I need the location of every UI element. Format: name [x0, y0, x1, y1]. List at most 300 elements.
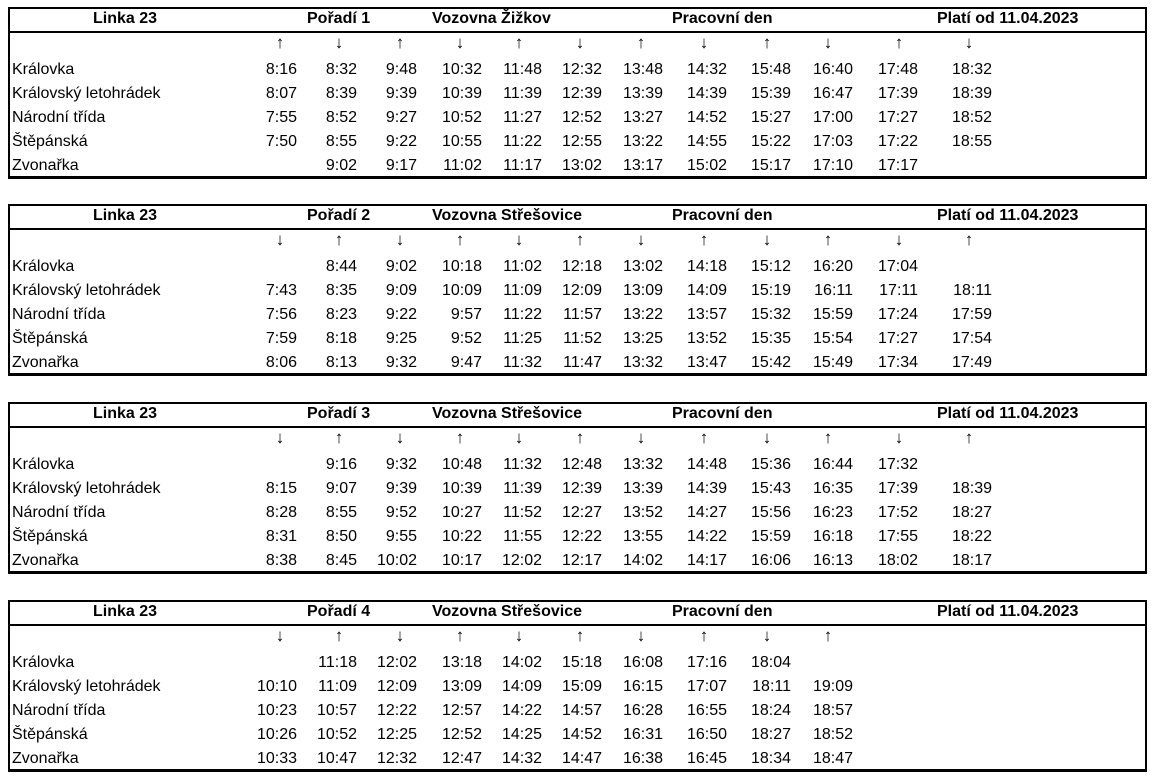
run-order: Pořadí 4 — [307, 603, 371, 620]
stop-name: Královka — [12, 61, 75, 78]
departure-time: 15:27 — [750, 109, 791, 126]
departure-time: 12:17 — [561, 552, 602, 569]
departure-time: 11:57 — [563, 306, 602, 323]
direction-up-arrow-icon: ↑ — [823, 428, 833, 447]
departure-time: 9:02 — [325, 157, 357, 174]
direction-down-arrow-icon: ↓ — [514, 428, 524, 447]
direction-down-arrow-icon: ↓ — [275, 626, 285, 645]
stop-name: Štěpánská — [12, 528, 88, 545]
departure-time: 17:00 — [812, 109, 853, 126]
direction-up-arrow-icon: ↑ — [275, 33, 285, 52]
departure-time: 15:59 — [750, 528, 791, 545]
departure-time: 8:28 — [265, 504, 297, 521]
departure-time: 17:39 — [877, 85, 918, 102]
line-number: Linka 23 — [93, 207, 158, 224]
direction-down-arrow-icon: ↓ — [762, 428, 772, 447]
direction-up-arrow-icon: ↑ — [894, 33, 904, 52]
departure-time: 13:09 — [622, 282, 663, 299]
departure-time: 7:43 — [265, 282, 297, 299]
departure-time: 15:56 — [750, 504, 791, 521]
line-number: Linka 23 — [93, 603, 158, 620]
departure-time: 17:49 — [951, 354, 992, 371]
departure-time: 12:02 — [376, 654, 417, 671]
departure-time: 17:11 — [879, 282, 918, 299]
departure-time: 16:23 — [812, 504, 853, 521]
departure-time: 16:28 — [622, 702, 663, 719]
departure-time: 10:52 — [316, 726, 357, 743]
departure-time: 9:16 — [325, 456, 357, 473]
departure-time: 9:48 — [385, 61, 417, 78]
departure-time: 17:24 — [877, 306, 918, 323]
departure-time: 14:09 — [686, 282, 727, 299]
stop-name: Zvonařka — [12, 157, 79, 174]
departure-time: 11:52 — [563, 330, 602, 347]
departure-time: 7:55 — [265, 109, 297, 126]
departure-time: 9:39 — [385, 480, 417, 497]
direction-down-arrow-icon: ↓ — [636, 626, 646, 645]
valid-from: Platí od 11.04.2023 — [937, 10, 1079, 27]
departure-time: 15:36 — [750, 456, 791, 473]
departure-time: 13:39 — [622, 85, 663, 102]
departure-time: 13:57 — [686, 306, 727, 323]
stop-name: Národní třída — [12, 306, 106, 323]
departure-time: 18:57 — [812, 702, 853, 719]
timetable-block-2 — [8, 204, 1147, 376]
departure-time: 17:17 — [877, 157, 918, 174]
departure-time: 12:52 — [441, 726, 482, 743]
stop-name: Štěpánská — [12, 726, 88, 743]
departure-time: 17:59 — [951, 306, 992, 323]
line-number: Linka 23 — [93, 405, 158, 422]
block-header — [10, 206, 1145, 230]
departure-time: 10:23 — [256, 702, 297, 719]
depot-name: Vozovna Střešovice — [432, 207, 582, 224]
departure-time: 11:18 — [318, 654, 357, 671]
departure-time: 18:02 — [877, 552, 918, 569]
departure-time: 8:55 — [325, 504, 357, 521]
departure-time: 11:52 — [503, 504, 542, 521]
departure-time: 9:02 — [385, 258, 417, 275]
departure-time: 13:02 — [622, 258, 663, 275]
departure-time: 8:18 — [325, 330, 357, 347]
direction-down-arrow-icon: ↓ — [455, 33, 465, 52]
departure-time: 15:12 — [750, 258, 791, 275]
direction-down-arrow-icon: ↓ — [575, 33, 585, 52]
departure-time: 15:32 — [750, 306, 791, 323]
departure-time: 18:11 — [752, 678, 791, 695]
departure-time: 13:32 — [622, 354, 663, 371]
departure-time: 11:17 — [503, 157, 542, 174]
departure-time: 10:09 — [441, 282, 482, 299]
departure-time: 18:39 — [951, 85, 992, 102]
departure-time: 13:22 — [622, 306, 663, 323]
departure-time: 14:25 — [501, 726, 542, 743]
direction-up-arrow-icon: ↑ — [455, 626, 465, 645]
departure-time: 10:32 — [441, 61, 482, 78]
departure-time: 16:55 — [686, 702, 727, 719]
direction-up-arrow-icon: ↑ — [455, 428, 465, 447]
departure-time: 14:39 — [686, 85, 727, 102]
direction-down-arrow-icon: ↓ — [636, 230, 646, 249]
departure-time: 18:39 — [951, 480, 992, 497]
direction-down-arrow-icon: ↓ — [514, 626, 524, 645]
departure-time: 14:52 — [686, 109, 727, 126]
direction-up-arrow-icon: ↑ — [575, 428, 585, 447]
departure-time: 13:39 — [622, 480, 663, 497]
stop-name: Štěpánská — [12, 330, 88, 347]
departure-time: 16:47 — [812, 85, 853, 102]
departure-time: 14:55 — [686, 133, 727, 150]
direction-up-arrow-icon: ↑ — [699, 230, 709, 249]
direction-down-arrow-icon: ↓ — [395, 230, 405, 249]
departure-time: 15:17 — [750, 157, 791, 174]
departure-time: 19:09 — [812, 678, 853, 695]
departure-time: 13:32 — [622, 456, 663, 473]
direction-up-arrow-icon: ↑ — [964, 230, 974, 249]
direction-up-arrow-icon: ↑ — [636, 33, 646, 52]
stop-name: Štěpánská — [12, 133, 88, 150]
departure-time: 10:18 — [441, 258, 482, 275]
direction-down-arrow-icon: ↓ — [514, 230, 524, 249]
day-type: Pracovní den — [672, 603, 773, 620]
departure-time: 16:38 — [622, 750, 663, 767]
stop-name: Královský letohrádek — [12, 282, 161, 299]
departure-time: 11:47 — [563, 354, 602, 371]
day-type: Pracovní den — [672, 405, 773, 422]
departure-time: 18:22 — [951, 528, 992, 545]
departure-time: 11:39 — [503, 480, 542, 497]
departure-time: 18:24 — [750, 702, 791, 719]
departure-time: 12:32 — [376, 750, 417, 767]
departure-time: 10:57 — [316, 702, 357, 719]
departure-time: 9:32 — [385, 456, 417, 473]
departure-time: 18:52 — [812, 726, 853, 743]
departure-time: 18:32 — [951, 61, 992, 78]
departure-time: 13:22 — [622, 133, 663, 150]
departure-time: 16:20 — [812, 258, 853, 275]
departure-time: 11:22 — [503, 133, 542, 150]
departure-time: 14:22 — [501, 702, 542, 719]
departure-time: 17:10 — [812, 157, 853, 174]
departure-time: 12:55 — [561, 133, 602, 150]
departure-time: 12:27 — [561, 504, 602, 521]
departure-time: 8:06 — [265, 354, 297, 371]
direction-down-arrow-icon: ↓ — [762, 626, 772, 645]
departure-time: 16:44 — [812, 456, 853, 473]
departure-time: 12:39 — [561, 480, 602, 497]
departure-time: 17:32 — [877, 456, 918, 473]
departure-time: 9:07 — [325, 480, 357, 497]
departure-time: 9:39 — [385, 85, 417, 102]
departure-time: 14:18 — [686, 258, 727, 275]
departure-time: 8:38 — [265, 552, 297, 569]
direction-up-arrow-icon: ↑ — [762, 33, 772, 52]
departure-time: 17:54 — [951, 330, 992, 347]
stop-name: Královka — [12, 654, 75, 671]
timetable-block-4 — [8, 600, 1147, 772]
departure-time: 16:15 — [622, 678, 663, 695]
departure-time: 14:17 — [686, 552, 727, 569]
departure-time: 17:39 — [877, 480, 918, 497]
departure-time: 17:04 — [877, 258, 918, 275]
departure-time: 9:09 — [385, 282, 417, 299]
departure-time: 14:32 — [686, 61, 727, 78]
departure-time: 14:57 — [561, 702, 602, 719]
departure-time: 10:27 — [441, 504, 482, 521]
departure-time: 12:18 — [561, 258, 602, 275]
departure-time: 9:22 — [385, 133, 417, 150]
departure-time: 17:48 — [877, 61, 918, 78]
direction-up-arrow-icon: ↑ — [334, 626, 344, 645]
departure-time: 13:09 — [441, 678, 482, 695]
direction-down-arrow-icon: ↓ — [894, 230, 904, 249]
departure-time: 10:26 — [256, 726, 297, 743]
departure-time: 18:34 — [750, 750, 791, 767]
departure-time: 15:54 — [812, 330, 853, 347]
direction-down-arrow-icon: ↓ — [334, 33, 344, 52]
direction-up-arrow-icon: ↑ — [823, 626, 833, 645]
departure-time: 11:32 — [503, 456, 542, 473]
departure-time: 16:50 — [686, 726, 727, 743]
departure-time: 9:47 — [450, 354, 482, 371]
run-order: Pořadí 2 — [307, 207, 371, 224]
departure-time: 14:32 — [501, 750, 542, 767]
departure-time: 16:35 — [812, 480, 853, 497]
departure-time: 15:22 — [750, 133, 791, 150]
direction-up-arrow-icon: ↑ — [699, 626, 709, 645]
departure-time: 11:55 — [503, 528, 542, 545]
departure-time: 7:59 — [265, 330, 297, 347]
departure-time: 13:02 — [561, 157, 602, 174]
departure-time: 9:55 — [385, 528, 417, 545]
depot-name: Vozovna Střešovice — [432, 603, 582, 620]
departure-time: 17:16 — [686, 654, 727, 671]
departure-time: 15:02 — [686, 157, 727, 174]
block-header — [10, 404, 1145, 428]
valid-from: Platí od 11.04.2023 — [937, 603, 1079, 620]
departure-time: 13:52 — [686, 330, 727, 347]
departure-time: 15:48 — [750, 61, 791, 78]
departure-time: 13:18 — [441, 654, 482, 671]
departure-time: 8:52 — [325, 109, 357, 126]
stop-name: Zvonařka — [12, 552, 79, 569]
departure-time: 9:27 — [385, 109, 417, 126]
departure-time: 16:13 — [812, 552, 853, 569]
departure-time: 15:43 — [750, 480, 791, 497]
block-header — [10, 9, 1145, 33]
departure-time: 15:19 — [750, 282, 791, 299]
direction-up-arrow-icon: ↑ — [575, 230, 585, 249]
departure-time: 16:06 — [750, 552, 791, 569]
departure-time: 13:52 — [622, 504, 663, 521]
departure-time: 14:09 — [501, 678, 542, 695]
direction-up-arrow-icon: ↑ — [334, 230, 344, 249]
departure-time: 11:25 — [503, 330, 542, 347]
departure-time: 18:27 — [750, 726, 791, 743]
direction-down-arrow-icon: ↓ — [699, 33, 709, 52]
direction-down-arrow-icon: ↓ — [823, 33, 833, 52]
departure-time: 16:18 — [812, 528, 853, 545]
departure-time: 11:22 — [503, 306, 542, 323]
direction-down-arrow-icon: ↓ — [275, 230, 285, 249]
block-header — [10, 602, 1145, 626]
departure-time: 17:07 — [686, 678, 727, 695]
departure-time: 8:23 — [325, 306, 357, 323]
departure-time: 13:47 — [686, 354, 727, 371]
departure-time: 10:10 — [256, 678, 297, 695]
direction-down-arrow-icon: ↓ — [395, 428, 405, 447]
departure-time: 10:55 — [441, 133, 482, 150]
departure-time: 16:40 — [812, 61, 853, 78]
departure-time: 18:47 — [812, 750, 853, 767]
departure-time: 8:44 — [325, 258, 357, 275]
departure-time: 13:27 — [622, 109, 663, 126]
run-order: Pořadí 3 — [307, 405, 371, 422]
departure-time: 10:33 — [256, 750, 297, 767]
departure-time: 9:32 — [385, 354, 417, 371]
day-type: Pracovní den — [672, 207, 773, 224]
departure-time: 12:48 — [561, 456, 602, 473]
direction-up-arrow-icon: ↑ — [395, 33, 405, 52]
timetable-block-3 — [8, 402, 1147, 574]
departure-time: 16:11 — [814, 282, 853, 299]
direction-down-arrow-icon: ↓ — [636, 428, 646, 447]
departure-time: 11:09 — [318, 678, 357, 695]
departure-time: 12:57 — [441, 702, 482, 719]
line-number: Linka 23 — [93, 10, 158, 27]
departure-time: 16:08 — [622, 654, 663, 671]
departure-time: 17:52 — [877, 504, 918, 521]
departure-time: 18:55 — [951, 133, 992, 150]
stop-name: Královský letohrádek — [12, 85, 161, 102]
departure-time: 17:03 — [812, 133, 853, 150]
departure-time: 10:22 — [441, 528, 482, 545]
departure-time: 14:02 — [622, 552, 663, 569]
departure-time: 17:27 — [877, 330, 918, 347]
departure-time: 15:18 — [561, 654, 602, 671]
departure-time: 9:22 — [385, 306, 417, 323]
direction-down-arrow-icon: ↓ — [964, 33, 974, 52]
departure-time: 17:27 — [877, 109, 918, 126]
departure-time: 14:27 — [686, 504, 727, 521]
departure-time: 8:16 — [265, 61, 297, 78]
direction-down-arrow-icon: ↓ — [894, 428, 904, 447]
departure-time: 10:48 — [441, 456, 482, 473]
departure-time: 15:42 — [750, 354, 791, 371]
departure-time: 12:39 — [561, 85, 602, 102]
departure-time: 13:25 — [622, 330, 663, 347]
direction-up-arrow-icon: ↑ — [334, 428, 344, 447]
departure-time: 18:27 — [951, 504, 992, 521]
direction-up-arrow-icon: ↑ — [575, 626, 585, 645]
stop-name: Královský letohrádek — [12, 678, 161, 695]
departure-time: 16:31 — [622, 726, 663, 743]
departure-time: 8:39 — [325, 85, 357, 102]
departure-time: 11:32 — [503, 354, 542, 371]
departure-time: 10:17 — [441, 552, 482, 569]
departure-time: 16:45 — [686, 750, 727, 767]
departure-time: 14:39 — [686, 480, 727, 497]
departure-time: 14:22 — [686, 528, 727, 545]
departure-time: 11:39 — [503, 85, 542, 102]
departure-time: 7:56 — [265, 306, 297, 323]
direction-down-arrow-icon: ↓ — [275, 428, 285, 447]
departure-time: 9:52 — [450, 330, 482, 347]
departure-time: 8:31 — [265, 528, 297, 545]
departure-time: 9:25 — [385, 330, 417, 347]
direction-up-arrow-icon: ↑ — [964, 428, 974, 447]
direction-down-arrow-icon: ↓ — [395, 626, 405, 645]
departure-time: 11:02 — [503, 258, 542, 275]
direction-up-arrow-icon: ↑ — [823, 230, 833, 249]
departure-time: 8:35 — [325, 282, 357, 299]
direction-up-arrow-icon: ↑ — [514, 33, 524, 52]
departure-time: 8:07 — [265, 85, 297, 102]
departure-time: 12:25 — [376, 726, 417, 743]
depot-name: Vozovna Střešovice — [432, 405, 582, 422]
departure-time: 12:09 — [376, 678, 417, 695]
departure-time: 8:50 — [325, 528, 357, 545]
departure-time: 10:39 — [441, 85, 482, 102]
direction-up-arrow-icon: ↑ — [455, 230, 465, 249]
departure-time: 12:22 — [561, 528, 602, 545]
departure-time: 13:48 — [622, 61, 663, 78]
departure-time: 15:09 — [561, 678, 602, 695]
departure-time: 8:32 — [325, 61, 357, 78]
departure-time: 12:22 — [376, 702, 417, 719]
departure-time: 12:09 — [561, 282, 602, 299]
direction-down-arrow-icon: ↓ — [762, 230, 772, 249]
stop-name: Národní třída — [12, 702, 106, 719]
departure-time: 18:17 — [951, 552, 992, 569]
departure-time: 13:55 — [622, 528, 663, 545]
run-order: Pořadí 1 — [307, 10, 371, 27]
departure-time: 11:27 — [503, 109, 542, 126]
departure-time: 14:48 — [686, 456, 727, 473]
departure-time: 11:48 — [503, 61, 542, 78]
stop-name: Královka — [12, 258, 75, 275]
departure-time: 7:50 — [265, 133, 297, 150]
stop-name: Národní třída — [12, 504, 106, 521]
departure-time: 13:17 — [622, 157, 663, 174]
departure-time: 12:02 — [501, 552, 542, 569]
stop-name: Zvonařka — [12, 750, 79, 767]
departure-time: 8:13 — [325, 354, 357, 371]
departure-time: 10:47 — [316, 750, 357, 767]
departure-time: 18:52 — [951, 109, 992, 126]
departure-time: 15:39 — [750, 85, 791, 102]
valid-from: Platí od 11.04.2023 — [937, 405, 1079, 422]
depot-name: Vozovna Žižkov — [432, 10, 551, 27]
departure-time: 8:45 — [325, 552, 357, 569]
departure-time: 18:04 — [750, 654, 791, 671]
departure-time: 8:55 — [325, 133, 357, 150]
departure-time: 10:02 — [376, 552, 417, 569]
stop-name: Královka — [12, 456, 75, 473]
departure-time: 9:57 — [450, 306, 482, 323]
departure-time: 8:15 — [265, 480, 297, 497]
departure-time: 9:52 — [385, 504, 417, 521]
departure-time: 14:47 — [561, 750, 602, 767]
departure-time: 14:02 — [501, 654, 542, 671]
departure-time: 17:22 — [877, 133, 918, 150]
stop-name: Národní třída — [12, 109, 106, 126]
departure-time: 12:52 — [561, 109, 602, 126]
departure-time: 10:39 — [441, 480, 482, 497]
departure-time: 14:52 — [561, 726, 602, 743]
departure-time: 9:17 — [385, 157, 417, 174]
departure-time: 10:52 — [441, 109, 482, 126]
